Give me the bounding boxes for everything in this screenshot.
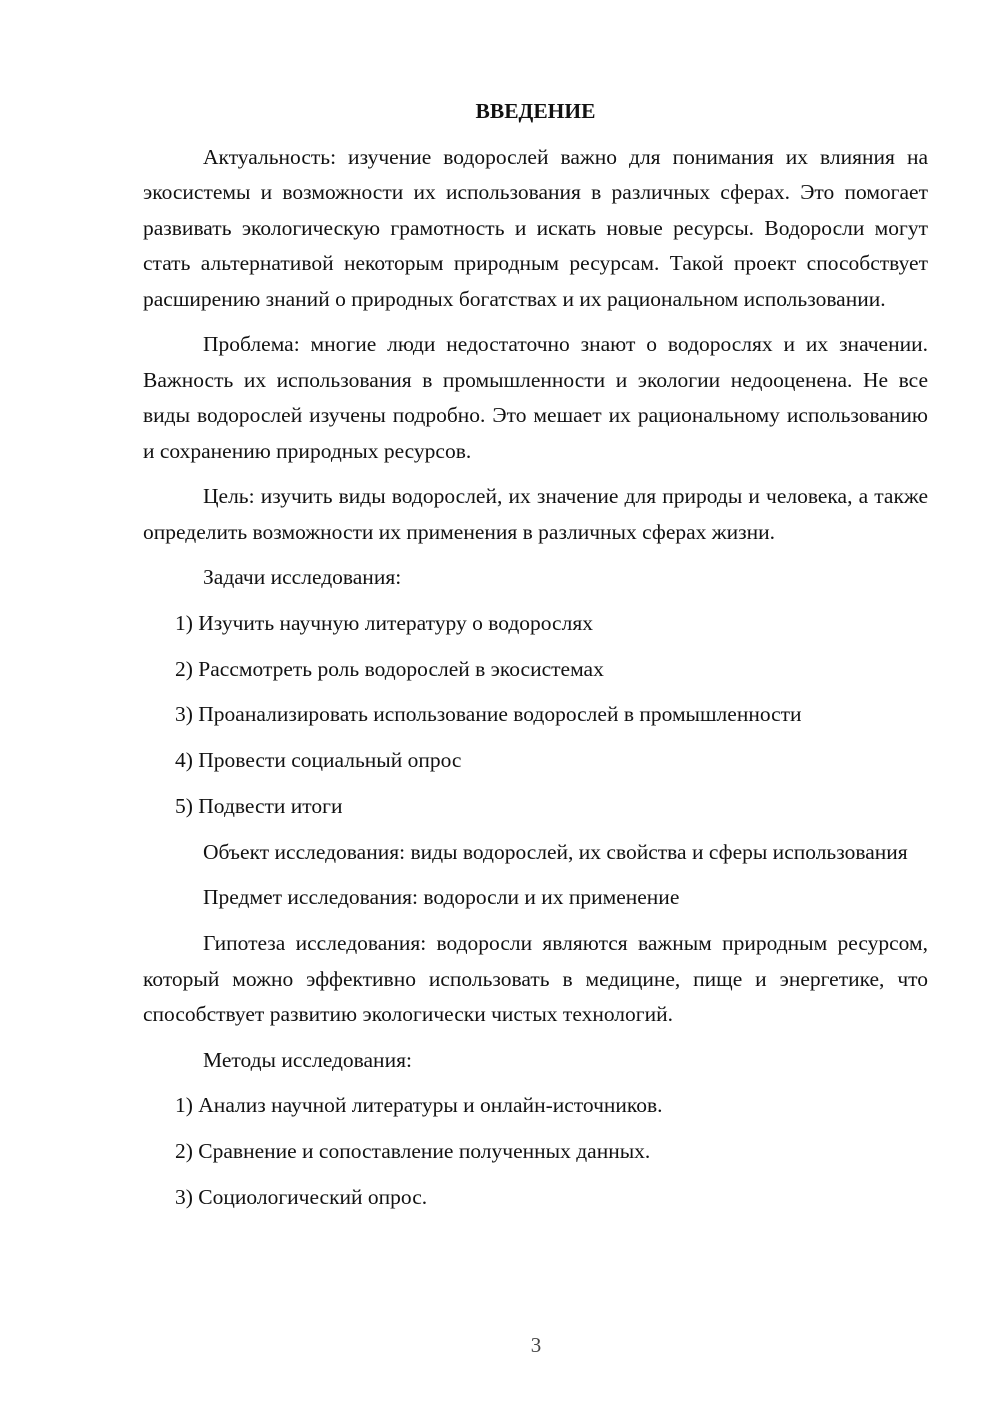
page-number: 3 [530, 1333, 542, 1357]
problem-paragraph: Проблема: многие люди недостаточно знают о водорослях и их значении. Важность их использования в промышленности и экологии недооценена. Не все виды водорослей изучены подробно. Это мешает их рациональному использованию и сохранению природных ресурсов. [143, 332, 928, 463]
subject-line: Предмет исследования: водоросли и их применение [203, 885, 680, 910]
task-item: 3) Проанализировать использование водорослей в промышленности [175, 702, 802, 727]
page-title: ВВЕДЕНИЕ [475, 99, 596, 123]
method-item: 1) Анализ научной литературы и онлайн-источников. [175, 1093, 663, 1118]
task-item: 4) Провести социальный опрос [175, 748, 462, 773]
task-item: 5) Подвести итоги [175, 793, 343, 818]
task-item: 2) Рассмотреть роль водорослей в экосистемах [175, 656, 604, 681]
goal-paragraph: Цель: изучить виды водорослей, их значение для природы и человека, а также определить возможности их применения в различных сферах жизни. [143, 484, 928, 544]
method-item: 3) Социологический опрос. [175, 1184, 428, 1209]
methods-heading: Методы исследования: [203, 1047, 412, 1072]
task-item: 1) Изучить научную литературу о водорослях [175, 610, 593, 635]
object-paragraph: Объект исследования: виды водорослей, их свойства и сферы использования [203, 839, 908, 864]
page-content [143, 94, 928, 1226]
tasks-heading: Задачи исследования: [203, 565, 402, 589]
hypothesis-paragraph: Гипотеза исследования: водоросли являются важным природным ресурсом, который можно эффективно использовать в медицине, пище и энергетике, что способствует развитию экологически чистых технологий. [143, 931, 928, 1027]
relevance-paragraph: Актуальность: изучение водорослей важно для понимания их влияния на экосистемы и возможности их использования в различных сферах. Это помогает развивать экологическую грамотность и искать новые ресурсы. Водоросли могут стать альтернативой некоторым природным ресурсам. Такой проект способствует расширению знаний о природных богатствах и их рациональном использовании. [143, 144, 928, 311]
method-item: 2) Сравнение и сопоставление полученных данных. [175, 1139, 651, 1164]
